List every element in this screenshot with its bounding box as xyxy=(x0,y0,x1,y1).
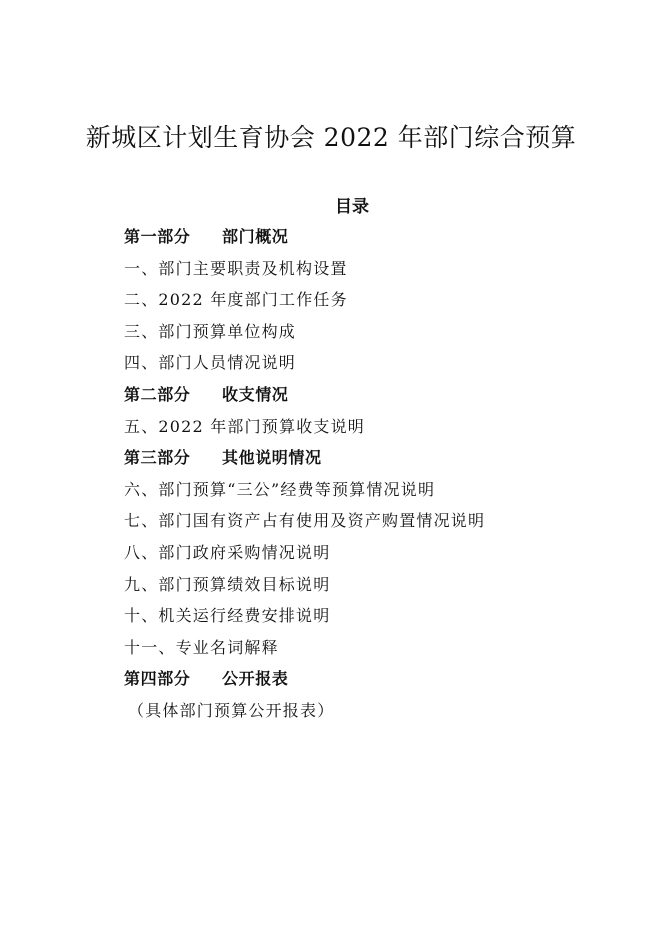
toc-item: 三、部门预算单位构成 xyxy=(124,321,297,341)
toc-part-1 xyxy=(124,225,644,257)
toc-part-title: 部门概况 xyxy=(222,227,289,246)
document-title: 新城区计划生育协会 2022 年部门综合预算 xyxy=(85,123,577,152)
toc-part-title: 公开报表 xyxy=(222,669,289,689)
toc-part-label: 第四部分 xyxy=(124,669,191,689)
toc-item: 一、部门主要职责及机构设置 xyxy=(124,258,348,278)
toc-note: （具体部门预算公开报表） xyxy=(128,700,335,720)
toc-heading: 目录 xyxy=(335,197,369,217)
toc-part-label: 第一部分 xyxy=(124,227,191,246)
toc-item: 七、部门国有资产占有使用及资产购置情况说明 xyxy=(124,511,486,531)
toc-item: 二、2022 年度部门工作任务 xyxy=(124,290,348,310)
toc-item: 四、部门人员情况说明 xyxy=(124,353,297,373)
toc-part-label: 第三部分 xyxy=(124,448,191,468)
toc-item: 五、2022 年部门预算收支说明 xyxy=(124,416,366,436)
toc-part-4 xyxy=(124,667,644,699)
toc-item: 十、机关运行经费安排说明 xyxy=(124,606,331,626)
toc-item: 九、部门预算绩效目标说明 xyxy=(124,574,331,594)
toc-part-title: 其他说明情况 xyxy=(222,448,322,468)
toc-part-2 xyxy=(124,383,644,415)
toc-item: 十一、专业名词解释 xyxy=(124,637,279,657)
toc-part-3 xyxy=(124,446,644,478)
table-of-contents xyxy=(124,225,644,731)
toc-part-label: 第二部分 xyxy=(124,384,191,404)
toc-part-title: 收支情况 xyxy=(222,384,289,404)
toc-item: 六、部门预算“三公”经费等预算情况说明 xyxy=(124,479,436,499)
toc-item: 八、部门政府采购情况说明 xyxy=(124,542,331,562)
